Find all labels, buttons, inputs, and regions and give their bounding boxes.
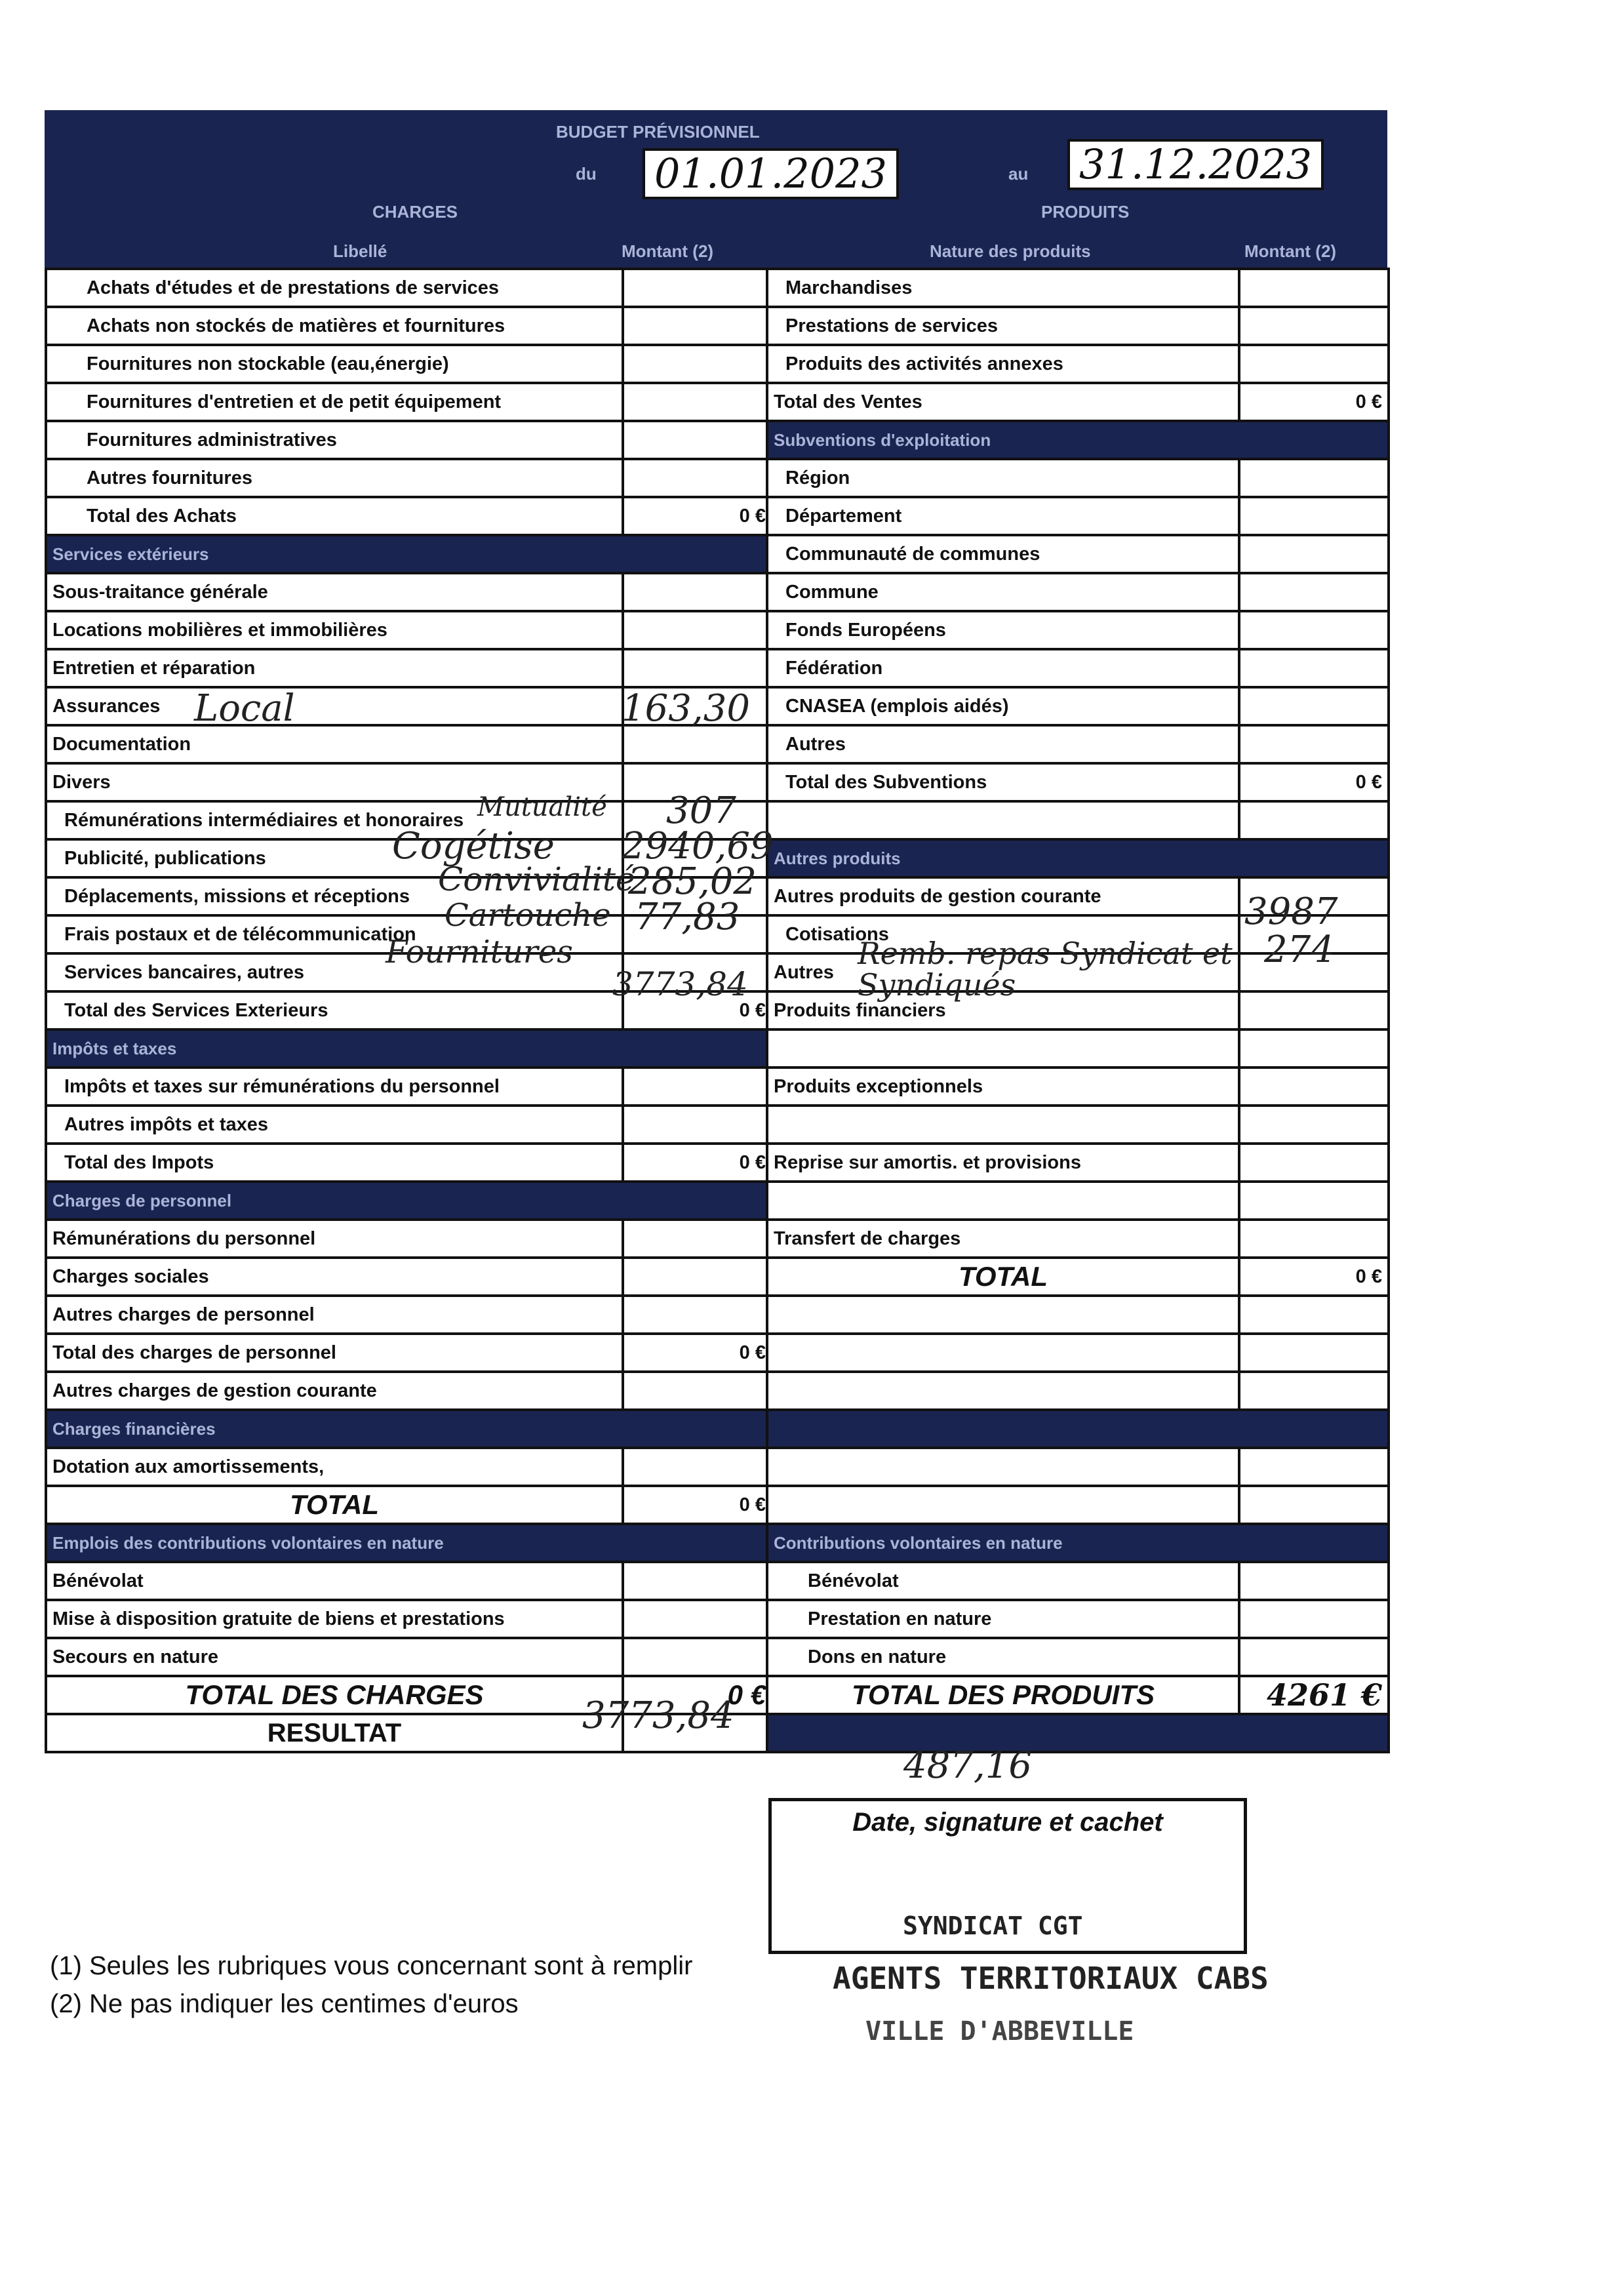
section-header — [46, 1182, 772, 1220]
table-row — [46, 611, 772, 649]
row-amount — [1239, 459, 1389, 497]
row-amount — [623, 1600, 772, 1638]
section-title — [767, 1410, 1389, 1448]
frais-postaux-note: Cartouche — [445, 897, 611, 934]
signature-title: Date, signature et cachet — [852, 1808, 1163, 1837]
table-row — [46, 269, 772, 307]
section-title: Emplois des contributions volontaires en nature — [46, 1524, 772, 1562]
row-amount — [623, 1296, 772, 1334]
table-row — [46, 1562, 772, 1600]
row-label: Charges sociales — [46, 1258, 623, 1296]
row-label: Locations mobilières et immobilières — [46, 611, 623, 649]
table-row — [46, 725, 772, 763]
table-row — [767, 1220, 1389, 1258]
section-header — [46, 1410, 772, 1448]
row-label: Publicité, publications — [46, 839, 623, 877]
row-amount — [623, 1562, 772, 1600]
row-label: Bénévolat — [767, 1562, 1239, 1600]
deplacements-amount: 285,02 — [628, 860, 757, 903]
resultat-note-hand: 487,16 — [903, 1744, 1032, 1787]
row-label: Total des Impots — [46, 1144, 623, 1182]
table-row — [46, 1106, 772, 1144]
assurances-note: Local — [194, 687, 295, 730]
row-amount — [623, 725, 772, 763]
blank-row — [767, 1372, 1389, 1410]
table-row — [46, 1448, 772, 1486]
row-label — [767, 1486, 1239, 1524]
row-label: Fournitures d'entretien et de petit équipement — [46, 383, 623, 421]
blank-row — [767, 1106, 1389, 1144]
blank-row — [767, 1182, 1389, 1220]
table-row — [46, 459, 772, 497]
row-amount — [1239, 1372, 1389, 1410]
row-amount: 0 € — [623, 991, 772, 1029]
publicite-amount: 2940,69 — [622, 825, 774, 868]
col-label-right: Nature des produits — [930, 241, 1091, 261]
blank-row — [767, 1296, 1389, 1334]
autres-produits-amount: 274 — [1264, 928, 1334, 971]
section-header — [767, 839, 1389, 877]
section-header — [46, 1029, 772, 1068]
table-row — [767, 687, 1389, 725]
row-amount — [623, 611, 772, 649]
row-amount — [623, 1448, 772, 1486]
stamp-line-1: SYNDICAT CGT — [903, 1911, 1083, 1940]
table-row — [46, 1296, 772, 1334]
row-amount — [623, 269, 772, 307]
row-amount — [623, 1638, 772, 1676]
table-row — [767, 307, 1389, 345]
row-label: Impôts et taxes sur rémunérations du personnel — [46, 1068, 623, 1106]
section-title: Charges financières — [46, 1410, 772, 1448]
produits-heading: PRODUITS — [1041, 202, 1130, 222]
row-label: Frais postaux et de télécommunication — [46, 915, 623, 953]
row-amount — [1239, 497, 1389, 535]
total-services-amount: 3773,84 — [612, 965, 748, 1003]
row-amount — [1239, 687, 1389, 725]
col-label-left: Libellé — [333, 241, 387, 261]
row-amount — [623, 383, 772, 421]
table-row — [46, 1372, 772, 1410]
row-label: Fournitures non stockable (eau,énergie) — [46, 345, 623, 383]
table-row — [767, 763, 1389, 801]
row-amount — [1239, 1562, 1389, 1600]
table-row — [46, 345, 772, 383]
row-label: Total des Achats — [46, 497, 623, 535]
charges-table — [45, 268, 774, 1753]
row-label: Fédération — [767, 649, 1239, 687]
table-row — [767, 383, 1389, 421]
row-label: Entretien et réparation — [46, 649, 623, 687]
row-label: Autres charges de personnel — [46, 1296, 623, 1334]
row-label: Total des Services Exterieurs — [46, 991, 623, 1029]
row-label: Sous-traitance générale — [46, 573, 623, 611]
section-header — [767, 1410, 1389, 1448]
row-label: Commune — [767, 573, 1239, 611]
row-label: Dons en nature — [767, 1638, 1239, 1676]
grand-total-label: TOTAL DES PRODUITS — [767, 1676, 1239, 1714]
table-row — [767, 1638, 1389, 1676]
grand-total-row — [767, 1676, 1389, 1714]
grand-total-amount: 0 € — [623, 1676, 772, 1714]
row-amount — [1239, 1334, 1389, 1372]
total-row — [767, 1258, 1389, 1296]
table-row — [46, 1144, 772, 1182]
row-label: Autres charges de gestion courante — [46, 1372, 623, 1410]
assurances-amount: 163,30 — [622, 687, 750, 730]
row-amount — [1239, 269, 1389, 307]
row-label: Prestations de services — [767, 307, 1239, 345]
row-label: Achats d'études et de prestations de services — [46, 269, 623, 307]
row-label: Services bancaires, autres — [46, 953, 623, 991]
col-amount-left: Montant (2) — [622, 241, 714, 261]
budget-sheet — [45, 110, 1387, 1787]
row-label: Fonds Européens — [767, 611, 1239, 649]
section-title: Contributions volontaires en nature — [767, 1524, 1389, 1562]
row-label: Total des Subventions — [767, 763, 1239, 801]
row-amount — [1239, 649, 1389, 687]
table-row — [767, 1562, 1389, 1600]
row-amount — [1239, 1144, 1389, 1182]
resultat-band-cell — [767, 1714, 1389, 1752]
row-amount — [1239, 307, 1389, 345]
table-row — [46, 1258, 772, 1296]
section-title: Services extérieurs — [46, 535, 772, 573]
produits-table — [766, 268, 1390, 1753]
row-label: Total des charges de personnel — [46, 1334, 623, 1372]
row-label: Déplacements, missions et réceptions — [46, 877, 623, 915]
row-label: Documentation — [46, 725, 623, 763]
col-amount-right: Montant (2) — [1244, 241, 1337, 261]
row-label: Autres impôts et taxes — [46, 1106, 623, 1144]
row-amount — [623, 1372, 772, 1410]
to-date: 31.12.2023 — [1067, 139, 1324, 190]
row-amount — [1239, 1448, 1389, 1486]
row-amount: 0 € — [1239, 763, 1389, 801]
signature-box — [768, 1798, 1247, 1954]
total-label: TOTAL — [46, 1486, 623, 1524]
row-amount: 0 € — [1239, 383, 1389, 421]
row-label: Divers — [46, 763, 623, 801]
table-row — [767, 535, 1389, 573]
table-row — [767, 1068, 1389, 1106]
row-label: Rémunérations intermédiaires et honoraires — [46, 801, 623, 839]
table-row — [767, 649, 1389, 687]
charges-heading: CHARGES — [372, 202, 458, 222]
row-label — [767, 1106, 1239, 1144]
publicite-note: Cogétise — [392, 825, 555, 868]
section-title: Charges de personnel — [46, 1182, 772, 1220]
blank-row — [767, 1334, 1389, 1372]
row-label: Département — [767, 497, 1239, 535]
row-label: Dotation aux amortissements, — [46, 1448, 623, 1486]
row-amount — [623, 421, 772, 459]
table-row — [46, 497, 772, 535]
row-label: Bénévolat — [46, 1562, 623, 1600]
row-amount — [1239, 1638, 1389, 1676]
row-amount — [1239, 1106, 1389, 1144]
frais-postaux-amount: 77,83 — [635, 896, 740, 938]
row-amount — [1239, 1182, 1389, 1220]
row-label: Mise à disposition gratuite de biens et prestations — [46, 1600, 623, 1638]
row-label: Autres fournitures — [46, 459, 623, 497]
row-amount — [1239, 573, 1389, 611]
table-row — [46, 1068, 772, 1106]
table-row — [46, 421, 772, 459]
table-row — [767, 1144, 1389, 1182]
row-amount — [1239, 1220, 1389, 1258]
row-amount — [1239, 801, 1389, 839]
row-amount — [1239, 725, 1389, 763]
row-amount: 0 € — [623, 1144, 772, 1182]
row-label — [767, 1372, 1239, 1410]
row-label — [767, 1448, 1239, 1486]
row-label: Fournitures administratives — [46, 421, 623, 459]
form-title: BUDGET PRÉVISIONNEL — [556, 122, 760, 142]
blank-row — [767, 1448, 1389, 1486]
row-label: Région — [767, 459, 1239, 497]
row-amount — [1239, 1068, 1389, 1106]
services-bancaires-note: Fournitures — [386, 934, 573, 970]
table-row — [46, 1334, 772, 1372]
row-label: Communauté de communes — [767, 535, 1239, 573]
row-amount — [623, 649, 772, 687]
from-date: 01.01.2023 — [643, 148, 899, 199]
cotisations-amount: 3987 — [1244, 890, 1338, 933]
table-row — [767, 345, 1389, 383]
table-row — [767, 459, 1389, 497]
row-label: Achats non stockés de matières et fournitures — [46, 307, 623, 345]
row-amount — [1239, 611, 1389, 649]
grand-total-label: TOTAL DES CHARGES — [46, 1676, 623, 1714]
row-amount — [623, 459, 772, 497]
row-amount — [1239, 345, 1389, 383]
row-label: Produits exceptionnels — [767, 1068, 1239, 1106]
total-amount: 0 € — [1239, 1258, 1389, 1296]
table-row — [46, 573, 772, 611]
section-title: Subventions d'exploitation — [767, 421, 1389, 459]
honoraires-note: Mutualité — [477, 792, 607, 822]
table-row — [46, 1220, 772, 1258]
row-label: CNASEA (emplois aidés) — [767, 687, 1239, 725]
section-title: Autres produits — [767, 839, 1389, 877]
table-row — [46, 763, 772, 801]
blank-row — [767, 1486, 1389, 1524]
table-row — [767, 497, 1389, 535]
autres-produits-note: Remb. repas Syndicat et Syndiqués — [858, 936, 1233, 1003]
table-row — [767, 269, 1389, 307]
resultat-amount-hand: 3773,84 — [582, 1694, 734, 1737]
table-row — [46, 383, 772, 421]
row-label: Prestation en nature — [767, 1600, 1239, 1638]
row-label — [767, 1182, 1239, 1220]
table-row — [767, 573, 1389, 611]
row-amount — [623, 573, 772, 611]
row-amount — [623, 307, 772, 345]
row-amount — [1239, 1600, 1389, 1638]
table-row — [767, 611, 1389, 649]
section-header — [46, 535, 772, 573]
row-label: Produits des activités annexes — [767, 345, 1239, 383]
total-row — [46, 1486, 772, 1524]
section-header — [767, 421, 1389, 459]
section-title: Impôts et taxes — [46, 1029, 772, 1068]
row-label — [767, 1296, 1239, 1334]
row-label: Reprise sur amortis. et provisions — [767, 1144, 1239, 1182]
row-label: Total des Ventes — [767, 383, 1239, 421]
honoraires-amount: 307 — [666, 789, 736, 832]
row-label: Cotisations — [767, 915, 1239, 953]
row-label: Autres — [767, 953, 1239, 991]
from-label: du — [576, 164, 597, 184]
table-row — [46, 307, 772, 345]
to-label: au — [1008, 164, 1029, 184]
total-label: TOTAL — [767, 1258, 1239, 1296]
row-amount: 0 € — [623, 1334, 772, 1372]
row-amount — [623, 1068, 772, 1106]
row-amount — [1239, 1296, 1389, 1334]
row-label: Rémunérations du personnel — [46, 1220, 623, 1258]
stamp-line-3: VILLE D'ABBEVILLE — [865, 2016, 1134, 2046]
resultat-label: RESULTAT — [46, 1714, 623, 1752]
row-label — [767, 801, 1239, 839]
grand-total-amount: 4261 € — [1239, 1676, 1389, 1714]
row-label: Secours en nature — [46, 1638, 623, 1676]
row-label: Marchandises — [767, 269, 1239, 307]
row-label: Autres — [767, 725, 1239, 763]
resultat-band — [767, 1714, 1389, 1752]
total-amount: 0 € — [623, 1486, 772, 1524]
row-label — [767, 1334, 1239, 1372]
table-row — [46, 1638, 772, 1676]
row-amount — [623, 1106, 772, 1144]
table-row — [46, 1600, 772, 1638]
table-row — [46, 649, 772, 687]
table-row — [767, 725, 1389, 763]
row-amount — [623, 345, 772, 383]
section-header — [46, 1524, 772, 1562]
footnote-1: (1) Seules les rubriques vous concernant sont à remplir — [50, 1951, 693, 1980]
row-amount — [1239, 991, 1389, 1029]
row-amount — [1239, 535, 1389, 573]
row-amount — [1239, 1029, 1389, 1068]
row-label: Transfert de charges — [767, 1220, 1239, 1258]
deplacements-note: Convivialité — [438, 860, 635, 898]
row-label — [767, 1029, 1239, 1068]
table-row — [767, 1600, 1389, 1638]
blank-row — [767, 1029, 1389, 1068]
blank-row — [767, 801, 1389, 839]
row-amount — [623, 1258, 772, 1296]
section-header — [767, 1524, 1389, 1562]
row-label: Assurances — [46, 687, 623, 725]
row-amount: 0 € — [623, 497, 772, 535]
row-label: Autres produits de gestion courante — [767, 877, 1239, 915]
row-amount — [1239, 1486, 1389, 1524]
row-label: Produits financiers — [767, 991, 1239, 1029]
row-amount — [623, 1220, 772, 1258]
stamp-line-2: AGENTS TERRITORIAUX CABS — [833, 1961, 1269, 1996]
footnote-2: (2) Ne pas indiquer les centimes d'euros — [50, 1989, 519, 2018]
